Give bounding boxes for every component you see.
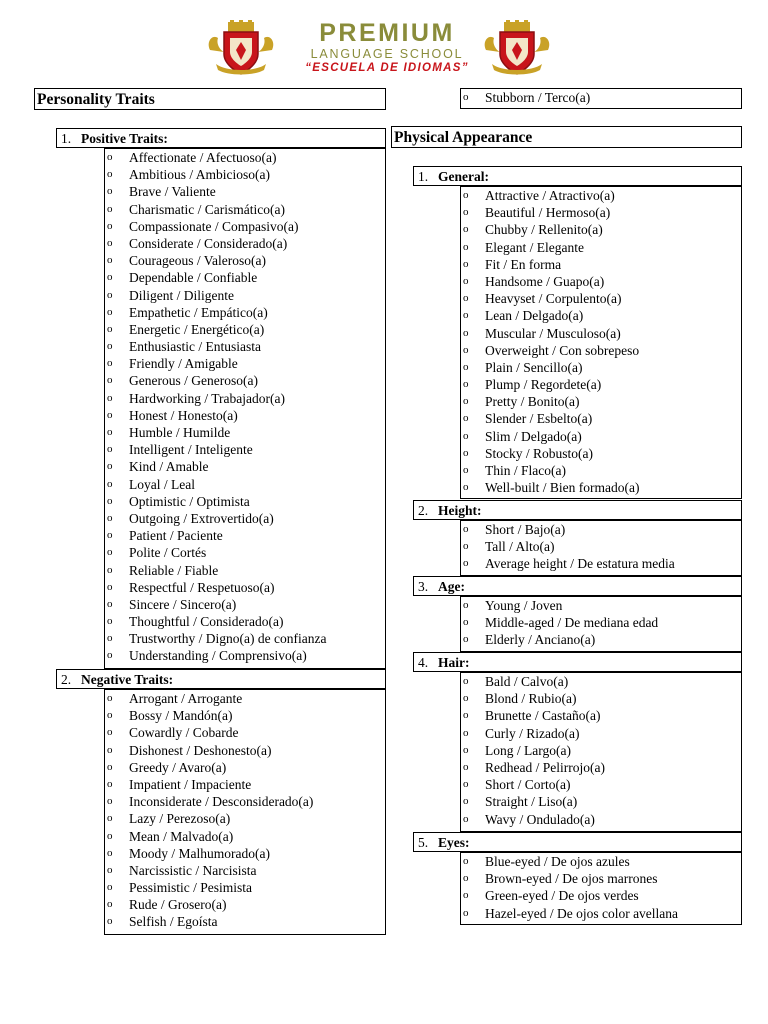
hair-list-box — [460, 672, 742, 832]
positive-traits-list — [105, 149, 385, 665]
height-number: 2. — [418, 503, 429, 518]
brand-title: PREMIUM — [319, 19, 455, 47]
list-item: o Pessimistic / Pesimista — [105, 879, 385, 896]
hair-header — [413, 652, 742, 672]
brand-tagline: “ESCUELA DE IDIOMAS” — [305, 62, 469, 74]
list-item: o Considerate / Considerado(a) — [105, 235, 385, 252]
list-item: o Compassionate / Compasivo(a) — [105, 218, 385, 235]
hair-list — [461, 673, 741, 828]
list-item: o Straight / Liso(a) — [461, 793, 741, 810]
physical-title: Physical Appearance — [391, 126, 742, 148]
list-item: o Green-eyed / De ojos verdes — [461, 887, 741, 904]
age-list-box — [460, 596, 742, 652]
list-item: o Patient / Paciente — [105, 527, 385, 544]
list-item: o Charismatic / Carismático(a) — [105, 201, 385, 218]
list-item: o Attractive / Atractivo(a) — [461, 187, 741, 204]
list-item: o Bossy / Mandón(a) — [105, 707, 385, 724]
list-item: o Short / Bajo(a) — [461, 521, 741, 538]
eyes-header — [413, 832, 742, 852]
general-number: 1. — [418, 169, 429, 184]
eyes-list — [461, 853, 741, 922]
negative-traits-header — [56, 669, 386, 689]
positive-traits-header — [56, 128, 386, 148]
list-item: o Hazel-eyed / De ojos color avellana — [461, 905, 741, 922]
list-item: o Loyal / Leal — [105, 476, 385, 493]
negative-traits-label: Negative Traits: — [81, 672, 174, 687]
list-item: o Optimistic / Optimista — [105, 493, 385, 510]
list-item: o Humble / Humilde — [105, 424, 385, 441]
list-item: o Tall / Alto(a) — [461, 538, 741, 555]
list-item: o Fit / En forma — [461, 256, 741, 273]
list-item: o Greedy / Avaro(a) — [105, 759, 385, 776]
list-item: o Reliable / Fiable — [105, 562, 385, 579]
list-item: o Thin / Flaco(a) — [461, 462, 741, 479]
crest-right-icon — [482, 20, 552, 76]
list-item: o Impatient / Impaciente — [105, 776, 385, 793]
list-item: o Pretty / Bonito(a) — [461, 393, 741, 410]
general-header — [413, 166, 742, 186]
eyes-label: Eyes: — [438, 835, 470, 850]
negative-traits-continued-box — [460, 88, 742, 109]
general-label: General: — [438, 169, 489, 184]
list-item: o Empathetic / Empático(a) — [105, 304, 385, 321]
list-item: o Muscular / Musculoso(a) — [461, 325, 741, 342]
list-item: o Trustworthy / Digno(a) de confianza — [105, 630, 385, 647]
list-item: o Inconsiderate / Desconsiderado(a) — [105, 793, 385, 810]
list-item: o Average height / De estatura media — [461, 555, 741, 572]
eyes-list-box — [460, 852, 742, 925]
list-item: o Curly / Rizado(a) — [461, 725, 741, 742]
list-item: o Chubby / Rellenito(a) — [461, 221, 741, 238]
list-item: o Generous / Generoso(a) — [105, 372, 385, 389]
list-item: o Moody / Malhumorado(a) — [105, 845, 385, 862]
height-list-box — [460, 520, 742, 576]
list-item: o Beautiful / Hermoso(a) — [461, 204, 741, 221]
school-name — [284, 20, 490, 75]
height-label: Height: — [438, 503, 482, 518]
list-item: o Enthusiastic / Entusiasta — [105, 338, 385, 355]
list-item: o Rude / Grosero(a) — [105, 896, 385, 913]
hair-label: Hair: — [438, 655, 470, 670]
list-item: o Well-built / Bien formado(a) — [461, 479, 741, 496]
list-item: o Energetic / Energético(a) — [105, 321, 385, 338]
list-item: o Plain / Sencillo(a) — [461, 359, 741, 376]
age-header — [413, 576, 742, 596]
list-item: o Dishonest / Deshonesto(a) — [105, 742, 385, 759]
list-item: o Handsome / Guapo(a) — [461, 273, 741, 290]
crest-left-icon — [206, 20, 276, 76]
list-item: o Diligent / Diligente — [105, 287, 385, 304]
positive-traits-label: Positive Traits: — [81, 131, 168, 146]
list-item: o Blond / Rubio(a) — [461, 690, 741, 707]
list-item: o Narcissistic / Narcisista — [105, 862, 385, 879]
list-item: o Lean / Delgado(a) — [461, 307, 741, 324]
list-item: o Middle-aged / De mediana edad — [461, 614, 741, 631]
list-item: o Arrogant / Arrogante — [105, 690, 385, 707]
list-item: o Ambitious / Ambicioso(a) — [105, 166, 385, 183]
list-item: o Elegant / Elegante — [461, 239, 741, 256]
eyes-number: 5. — [418, 835, 429, 850]
negative-traits-number: 2. — [61, 672, 72, 687]
positive-traits-number: 1. — [61, 131, 72, 146]
age-list — [461, 597, 741, 649]
list-item: o Honest / Honesto(a) — [105, 407, 385, 424]
height-header — [413, 500, 742, 520]
list-item: o Courageous / Valeroso(a) — [105, 252, 385, 269]
list-item: o Short / Corto(a) — [461, 776, 741, 793]
brand-subtitle: LANGUAGE SCHOOL — [310, 47, 464, 61]
list-item: o Hardworking / Trabajador(a) — [105, 390, 385, 407]
list-item: o Thoughtful / Considerado(a) — [105, 613, 385, 630]
list-item: o Polite / Cortés — [105, 544, 385, 561]
list-item: o Understanding / Comprensivo(a) — [105, 647, 385, 664]
list-item: o Stocky / Robusto(a) — [461, 445, 741, 462]
list-item: o Long / Largo(a) — [461, 742, 741, 759]
list-item: o Overweight / Con sobrepeso — [461, 342, 741, 359]
negative-traits-list — [105, 690, 385, 931]
list-item: o Young / Joven — [461, 597, 741, 614]
list-item: o Sincere / Sincero(a) — [105, 596, 385, 613]
list-item: o Brown-eyed / De ojos marrones — [461, 870, 741, 887]
list-item: o Respectful / Respetuoso(a) — [105, 579, 385, 596]
list-item: o Dependable / Confiable — [105, 269, 385, 286]
list-item: o Stubborn / Terco(a) — [461, 89, 741, 106]
list-item: o Lazy / Perezoso(a) — [105, 810, 385, 827]
height-list — [461, 521, 741, 573]
list-item: o Brave / Valiente — [105, 183, 385, 200]
list-item: o Heavyset / Corpulento(a) — [461, 290, 741, 307]
list-item: o Friendly / Amigable — [105, 355, 385, 372]
list-item: o Affectionate / Afectuoso(a) — [105, 149, 385, 166]
list-item: o Bald / Calvo(a) — [461, 673, 741, 690]
list-item: o Plump / Regordete(a) — [461, 376, 741, 393]
list-item: o Mean / Malvado(a) — [105, 828, 385, 845]
negative-traits-list-box — [104, 689, 386, 935]
age-number: 3. — [418, 579, 429, 594]
hair-number: 4. — [418, 655, 429, 670]
personality-title: Personality Traits — [34, 88, 386, 110]
list-item: o Kind / Amable — [105, 458, 385, 475]
list-item: o Intelligent / Inteligente — [105, 441, 385, 458]
list-item: o Slim / Delgado(a) — [461, 428, 741, 445]
list-item: o Brunette / Castaño(a) — [461, 707, 741, 724]
negative-traits-continued-list — [461, 89, 741, 106]
general-list-box — [460, 186, 742, 499]
list-item: o Outgoing / Extrovertido(a) — [105, 510, 385, 527]
age-label: Age: — [438, 579, 465, 594]
list-item: o Selfish / Egoísta — [105, 913, 385, 930]
general-list — [461, 187, 741, 496]
school-logo — [206, 20, 550, 76]
positive-traits-list-box — [104, 148, 386, 669]
list-item: o Elderly / Anciano(a) — [461, 631, 741, 648]
list-item: o Blue-eyed / De ojos azules — [461, 853, 741, 870]
list-item: o Slender / Esbelto(a) — [461, 410, 741, 427]
list-item: o Wavy / Ondulado(a) — [461, 811, 741, 828]
list-item: o Cowardly / Cobarde — [105, 724, 385, 741]
list-item: o Redhead / Pelirrojo(a) — [461, 759, 741, 776]
